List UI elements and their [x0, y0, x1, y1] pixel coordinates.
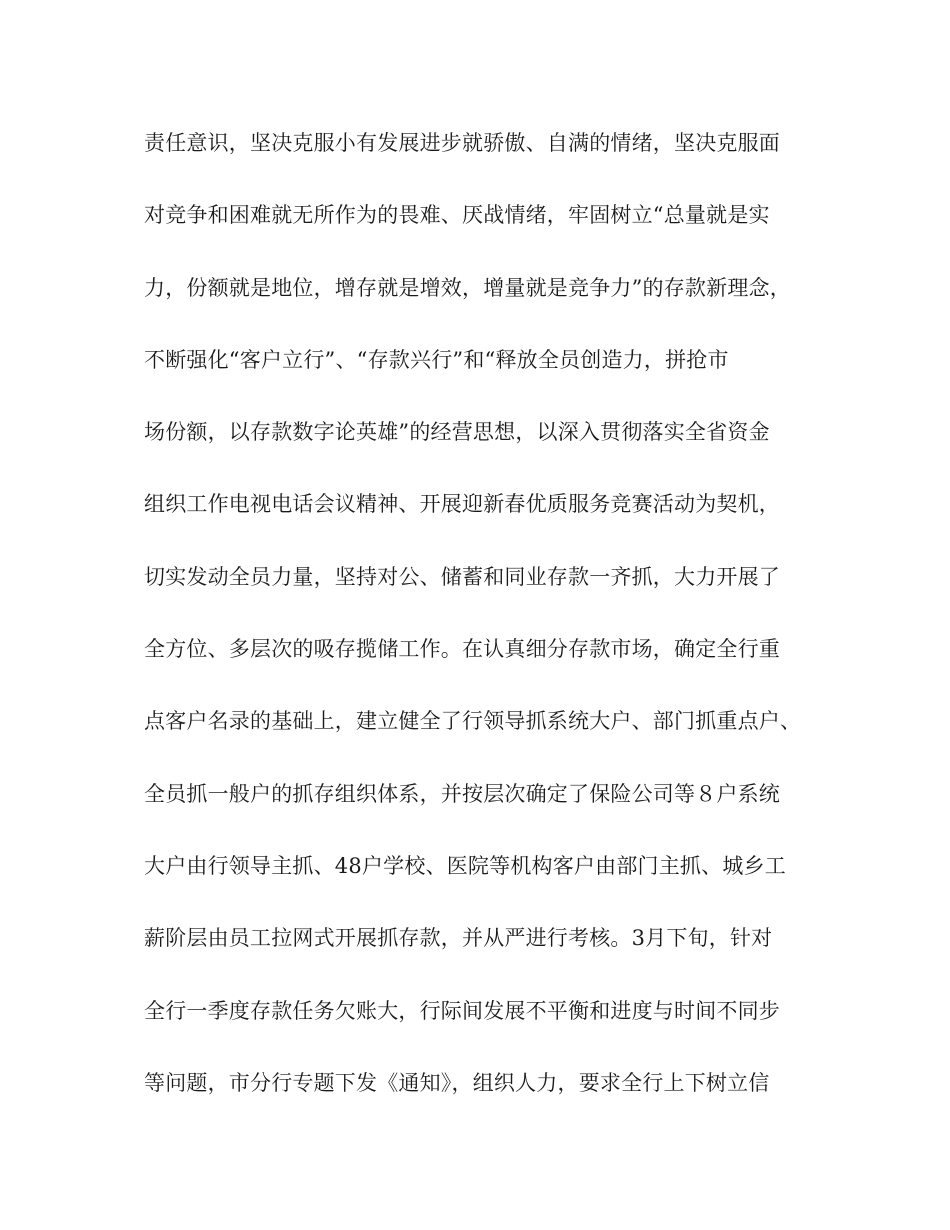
text-line: 力，份额就是地位，增存就是增效，增量就是竞争力”的存款新理念， [144, 275, 791, 300]
text-line: 对竞争和困难就无所作为的畏难、厌战情绪，牢固树立“总量就是实 [144, 203, 770, 228]
text-line: 不断强化“客户立行”、“存款兴行”和“释放全员创造力，拼抢市 [144, 347, 729, 372]
text-line: 场份额，以存款数字论英雄”的经营思想，以深入贯彻落实全省资金 [144, 420, 770, 445]
text-line: 全方位、多层次的吸存揽储工作。在认真细分存款市场，确定全行重 [144, 637, 780, 662]
text-line: 切实发动全员力量，坚持对公、储蓄和同业存款一齐抓，大力开展了 [144, 564, 780, 589]
text-line: 组织工作电视电话会议精神、开展迎新春优质服务竞赛活动为契机， [144, 492, 780, 517]
body-paragraph [144, 120, 824, 1132]
text-line: 大户由行领导主抓、48户学校、医院等机构客户由部门主抓、城乡工 [144, 853, 786, 878]
text-line: 点客户名录的基础上，建立健全了行领导抓系统大户、部门抓重点户、 [144, 709, 802, 734]
text-line: 薪阶层由员工拉网式开展抓存款，并从严进行考核。3月下旬，针对 [144, 926, 773, 951]
text-line: 全员抓一般户的抓存组织体系，并按层次确定了保险公司等８户系统 [144, 781, 780, 806]
text-line: 责任意识，坚决克服小有发展进步就骄傲、自满的情绪，坚决克服面 [144, 131, 780, 155]
text-line: 全行一季度存款任务欠账大，行际间发展不平衡和进度与时间不同步 [144, 998, 780, 1023]
text-line: 等问题，市分行专题下发《通知》，组织人力，要求全行上下树立信 [144, 1070, 770, 1095]
